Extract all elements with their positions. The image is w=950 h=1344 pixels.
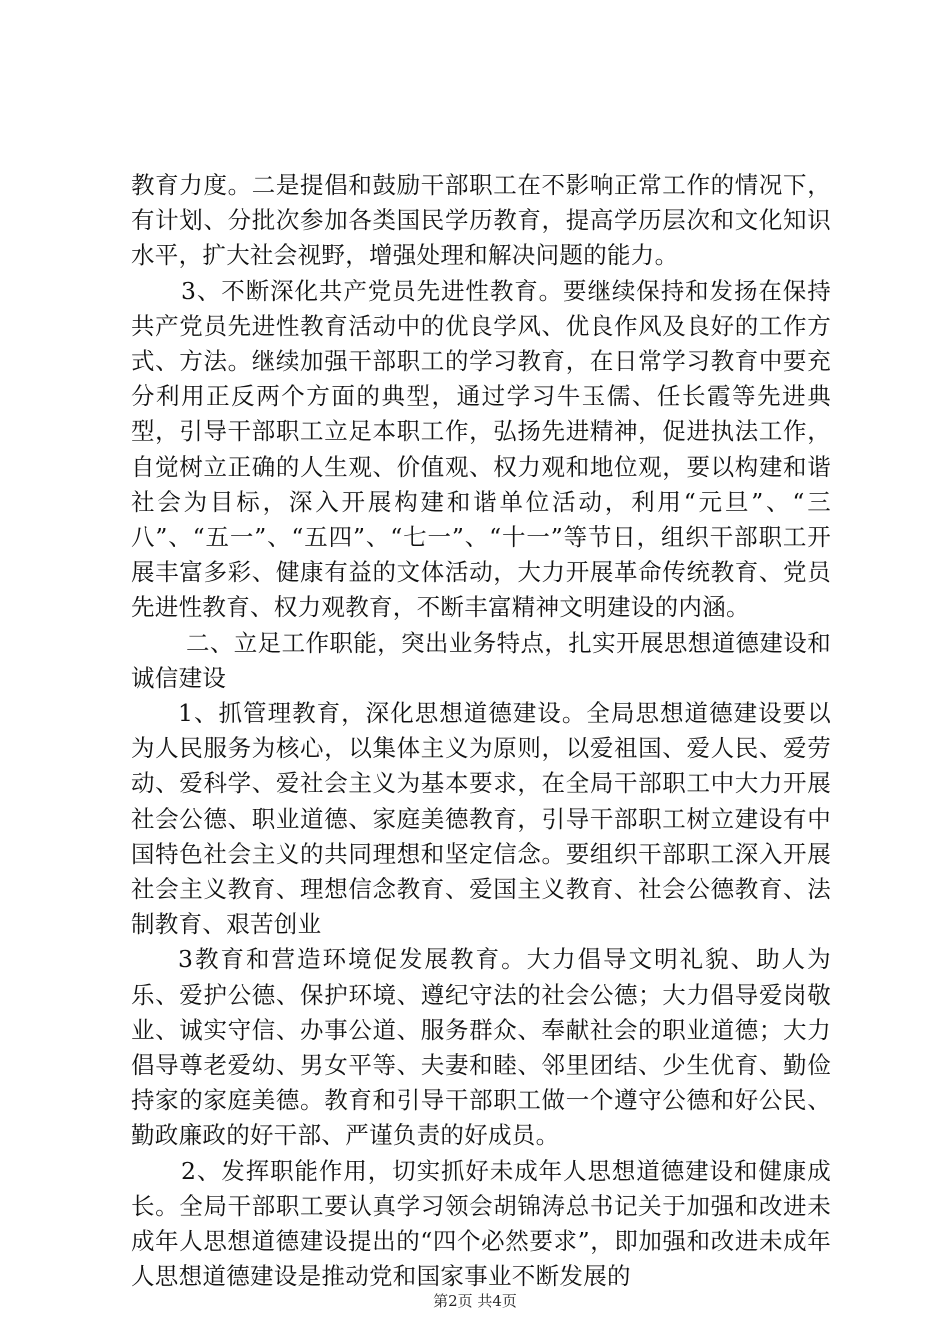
section-heading-two: 二、立足工作职能，突出业务特点，扎实开展思想道德建设和诚信建设 (131, 628, 831, 692)
paragraph-moral-construction: 1、抓管理教育，深化思想道德建设。全局思想道德建设要以为人民服务为核心，以集体主义为原则，以爱祖国、爱人民、爱劳动、爱科学、爱社会主义为基本要求，在全局干部职工中大力开展社会公德、职业道德、家庭美德教育，引导干部职工树立建设有中国特色社会主义的共同理想和坚定信念。要组织干部职工深入开展社会主义教育、理想信念教育、爱国主义教育、社会公德教育、法制教育、艰苦创业 (131, 699, 831, 939)
page-number-footer: 第2页 共4页 (433, 1292, 517, 1310)
paragraph-continuation: 教育力度。二是提倡和鼓励干部职工在不影响正常工作的情况下，有计划、分批次参加各类国民学历教育，提高学历层次和文化知识水平，扩大社会视野，增强处理和解决问题的能力。 (131, 171, 831, 270)
paragraph-environment-education: 3教育和营造环境促发展教育。大力倡导文明礼貌、助人为乐、爱护公德、保护环境、遵纪守法的社会公德；大力倡导爱岗敬业、诚实守信、办事公道、服务群众、奉献社会的职业道德；大力倡导尊老爱幼、男女平等、夫妻和睦、邻里团结、少生优育、勤俭持家的家庭美德。教育和引导干部职工做一个遵守公德和好公民、勤政廉政的好干部、严谨负责的好成员。 (131, 945, 831, 1150)
paragraph-minors-education: 2、发挥职能作用，切实抓好未成年人思想道德建设和健康成长。全局干部职工要认真学习领会胡锦涛总书记关于加强和改进未成年人思想道德建设提出的“四个必然要求”，即加强和改进未成年人思想道德建设是推动党和国家事业不断发展的 (131, 1156, 831, 1291)
document-body (131, 168, 831, 1295)
paragraph-party-education: 3、不断深化共产党员先进性教育。要继续保持和发扬在保持共产党员先进性教育活动中的优良学风、优良作风及良好的工作方式、方法。继续加强干部职工的学习教育，在日常学习教育中要充分利用正反两个方面的典型，通过学习牛玉儒、任长霞等先进典型，引导干部职工立足本职工作，弘扬先进精神，促进执法工作，自觉树立正确的人生观、价值观、权力观和地位观，要以构建和谐社会为目标，深入开展构建和谐单位活动，利用“元旦”、“三八”、“五一”、“五四”、“七一”、“十一”等节日，组织干部职工开展丰富多彩、健康有益的文体活动，大力开展革命传统教育、党员先进性教育、权力观教育，不断丰富精神文明建设的内涵。 (131, 276, 831, 622)
